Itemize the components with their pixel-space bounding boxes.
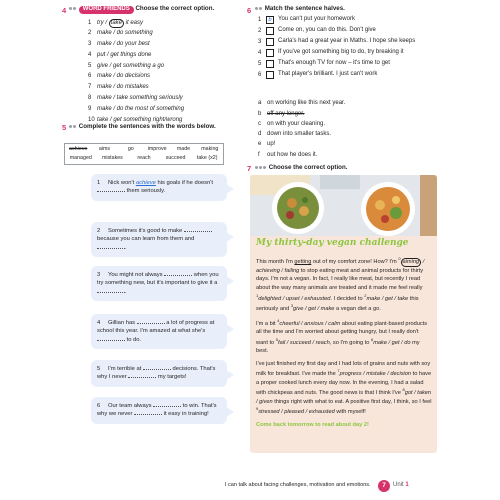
answer-gap[interactable]	[97, 191, 125, 192]
option-item: a on working like this next year.	[258, 100, 346, 107]
word-box-item: made	[176, 145, 191, 152]
vegan-dishes-image	[250, 175, 437, 236]
answer-gap[interactable]	[128, 377, 156, 378]
answer-gap[interactable]	[143, 369, 171, 370]
list-item[interactable]: 1 try / take it easy	[88, 19, 144, 26]
exercise-7-heading	[255, 164, 347, 172]
word-box-item: aims	[98, 145, 111, 152]
level-dot-icon	[69, 7, 72, 10]
exercise-4-number: 4	[62, 6, 67, 15]
answer-box[interactable]: b	[266, 16, 274, 24]
word-box-item: mistakes	[101, 155, 123, 162]
answer-box[interactable]	[266, 60, 274, 68]
list-item[interactable]: 4 put / get things done	[88, 51, 152, 58]
list-item: 6 That player's brilliant. I just can't work	[258, 71, 378, 78]
word-box-item: reach	[137, 155, 151, 162]
word-box-item: making	[201, 145, 219, 152]
answer-gap[interactable]	[164, 275, 192, 276]
exercise-6-heading	[255, 5, 345, 13]
word-box-item: achieve	[69, 145, 88, 152]
blog-title: My thirty-day vegan challenge	[256, 238, 409, 248]
word-box-item: go	[127, 145, 134, 152]
answer-box[interactable]	[266, 38, 274, 46]
list-item: 5 That's enough TV for now – it's time to get	[258, 60, 390, 67]
speech-bubble-2: 2 Sometimes it's good to make because you can learn from them and .	[91, 222, 227, 257]
list-item: 3 Carla's had a great year in Maths. I hope she keeps	[258, 38, 416, 45]
speech-bubble-3: 3 You might not always when you try something new, but it's important to give it a .	[91, 266, 227, 301]
word-box-item: managed	[69, 155, 92, 162]
level-dot-icon	[263, 166, 266, 169]
answer-gap[interactable]	[97, 340, 125, 341]
list-item[interactable]: 5 give / get something a go	[88, 62, 165, 69]
list-item[interactable]: 3 make / do your best	[88, 41, 150, 48]
list-item[interactable]: 10 take / get something right/wrong	[88, 116, 183, 123]
exercise-6-number: 6	[247, 6, 252, 15]
option-item: d down into smaller tasks.	[258, 131, 332, 138]
option-item: e up!	[258, 141, 276, 148]
level-dot-icon	[73, 7, 76, 10]
unit-label: Unit 1	[393, 482, 409, 488]
exercise-4-heading	[69, 5, 214, 14]
answer-gap[interactable]	[153, 406, 181, 407]
speech-bubble-1: 1 Nick won't achieve his goals if he doesn't them seriously.	[91, 174, 227, 201]
list-item[interactable]: 6 make / do decisions	[88, 73, 151, 80]
option-item: c on with your cleaning.	[258, 120, 326, 127]
word-box	[64, 143, 224, 165]
answer-gap[interactable]	[137, 323, 165, 324]
speech-bubble-5: 5 I'm terrible at decisions. That's why I never my targets!	[91, 360, 227, 387]
answer-gap[interactable]	[97, 292, 125, 293]
answer-gap[interactable]	[134, 414, 162, 415]
blog-body: This month I'm getting out of my comfort zone! How? I'm $^0$aiming / achieving / failing to stop eating meat and animal products for thirty days. I'm not a vegan. In fact, I really like meat, but recently I read about the way many animals are treated and it made me feel really $^1$delighted / upset / exhausted. I decided to $^2$make / get / take this seriously and $^3$give / get / make a vegan diet a go. I'm a bit $^4$cheerful / anxious / calm about eating plant-based products all the time and I'm worried about getting hungry, but I really don't want to $^5$fail / succeed / reach, so I'm going to $^6$make / get / do my best. I've just finished my first day and I had lots of grains and nuts with soy milk for breakfast. I've made the $^7$progress / mistake / decision to have a proper cooked lunch every day now. In the evening, I had a salad with chickpeas and nuts. The good news is that I think I've $^8$got / taken / given things right with what to eat. A positive first day, I think, so I feel $^9$stressed / pleased / exhausted with myself! Come back tomorrow to read about day 2!	[256, 256, 432, 428]
list-item[interactable]: 8 make / take something seriously	[88, 95, 183, 102]
exercise-4-list	[88, 18, 238, 126]
exercise-6-instruction: Match the sentence halves.	[264, 5, 345, 12]
can-do-statement: I can talk about facing challenges, motivation and emotions.	[225, 482, 371, 488]
speech-bubble-6: 6 Our team always to win. That's why we never it easy in training!	[91, 397, 227, 424]
answer-gap[interactable]	[97, 248, 125, 249]
level-dot-icon	[255, 166, 258, 169]
list-item: 1 b You can't put your homework	[258, 16, 355, 23]
level-dot-icon	[73, 125, 76, 128]
exercise-4-instruction: Choose the correct option.	[135, 5, 215, 12]
answer-box[interactable]	[266, 27, 274, 35]
answer-box[interactable]	[266, 49, 274, 57]
option-item: b off any longer.	[258, 110, 305, 117]
level-dot-icon	[255, 7, 258, 10]
exercise-6-list	[258, 16, 418, 82]
filled-answer: achieve	[135, 180, 156, 186]
exercise-5-number: 5	[62, 123, 67, 132]
list-item: 4 If you've got something big to do, try breaking it	[258, 49, 404, 56]
food-photo	[250, 175, 437, 236]
word-box-item: take (x2)	[196, 155, 218, 162]
list-item[interactable]: 2 make / do something	[88, 30, 153, 37]
speech-bubble-4: 4 Gillian has a lot of progress at school this year. I'm amazed at what she's to do.	[91, 314, 227, 349]
level-dot-icon	[259, 7, 262, 10]
list-item: 2 Come on, you can do this. Don't give	[258, 27, 376, 34]
answer-box[interactable]	[266, 71, 274, 79]
circled-answer: take	[110, 19, 123, 26]
word-box-item: succeed	[165, 155, 186, 162]
level-dot-icon	[69, 125, 72, 128]
blog-footer-line: Come back tomorrow to read about day 2!	[256, 421, 369, 428]
list-item[interactable]: 9 make / do the most of something	[88, 105, 185, 112]
option-item: f out how he does it.	[258, 151, 318, 158]
exercise-6-options	[258, 99, 428, 161]
list-item[interactable]: 7 make / do mistakes	[88, 84, 149, 91]
word-box-item: improve	[147, 145, 167, 152]
page-number: 7	[378, 480, 390, 492]
answer-gap[interactable]	[184, 231, 212, 232]
exercise-5-instruction: Complete the sentences with the words below.	[78, 123, 216, 130]
word-friends-badge: WORD FRIENDS	[79, 6, 134, 14]
level-dot-icon	[259, 166, 262, 169]
exercise-7-number: 7	[247, 164, 252, 173]
exercise-5-heading	[69, 123, 234, 131]
blog-post	[250, 175, 437, 453]
exercise-7-instruction: Choose the correct option.	[268, 164, 348, 171]
